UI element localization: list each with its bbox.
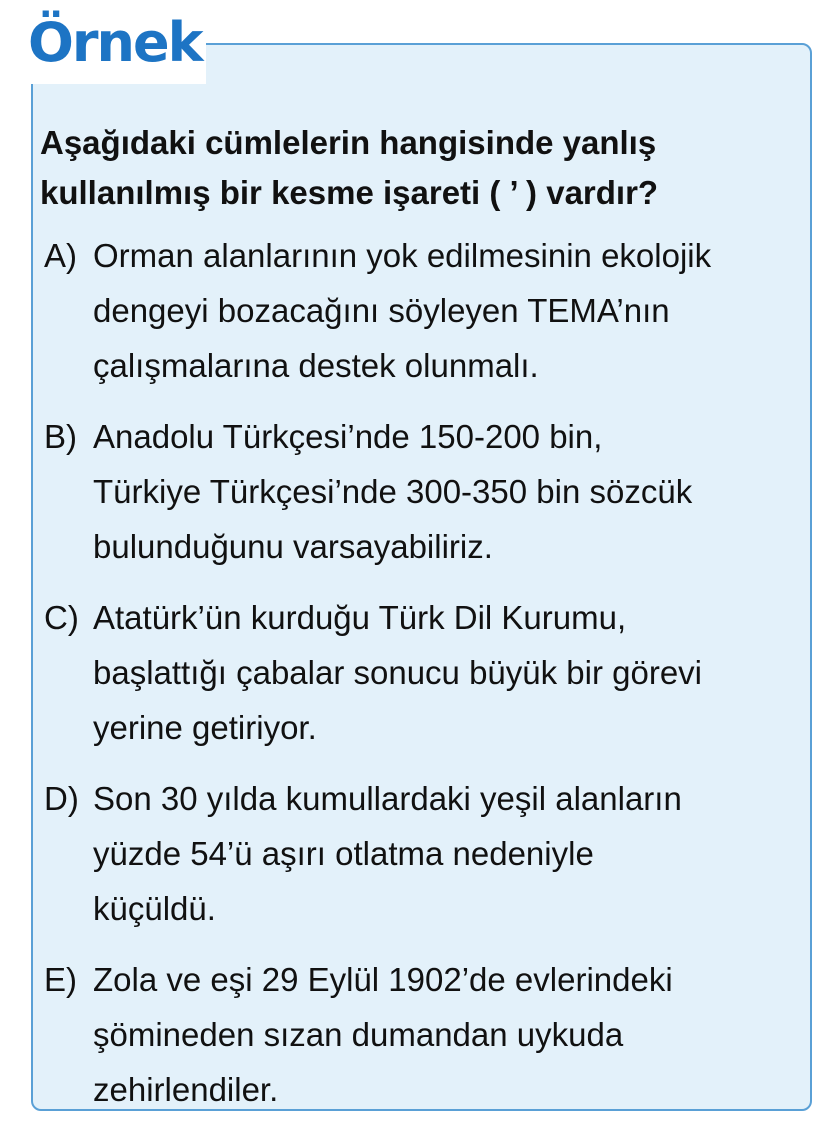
option-d-text: Son 30 yılda kumullardaki yeşil alanların yüzde 54’ü aşırı otlatma nedeniyle küçüldü. [93, 780, 682, 927]
option-a-text: Orman alanlarının yok edilmesinin ekolojik dengeyi bozacağını söyleyen TEMA’nın çalışmalarına destek olunmalı. [93, 237, 712, 384]
option-e-text: Zola ve eşi 29 Eylül 1902’de evlerindeki şömineden sızan dumandan uykuda zehirlendiler. [93, 961, 673, 1108]
title-badge [28, 2, 206, 84]
option-a-letter: A) [44, 237, 77, 274]
option-e-letter: E) [44, 961, 77, 998]
option-b-letter: B) [44, 418, 77, 455]
example-title: Örnek [28, 11, 202, 74]
question-text: Aşağıdaki cümlelerin hangisinde yanlış kullanılmış bir kesme işareti ( ’ ) vardır? [40, 124, 659, 211]
option-d-letter: D) [44, 780, 79, 817]
option-c-letter: C) [44, 599, 79, 636]
option-b-text: Anadolu Türkçesi’nde 150-200 bin, Türkiye Türkçesi’nde 300-350 bin sözcük bulunduğunu varsayabiliriz. [93, 418, 693, 565]
option-c-text: Atatürk’ün kurduğu Türk Dil Kurumu, başlattığı çabalar sonucu büyük bir görevi yerine getiriyor. [93, 599, 703, 746]
